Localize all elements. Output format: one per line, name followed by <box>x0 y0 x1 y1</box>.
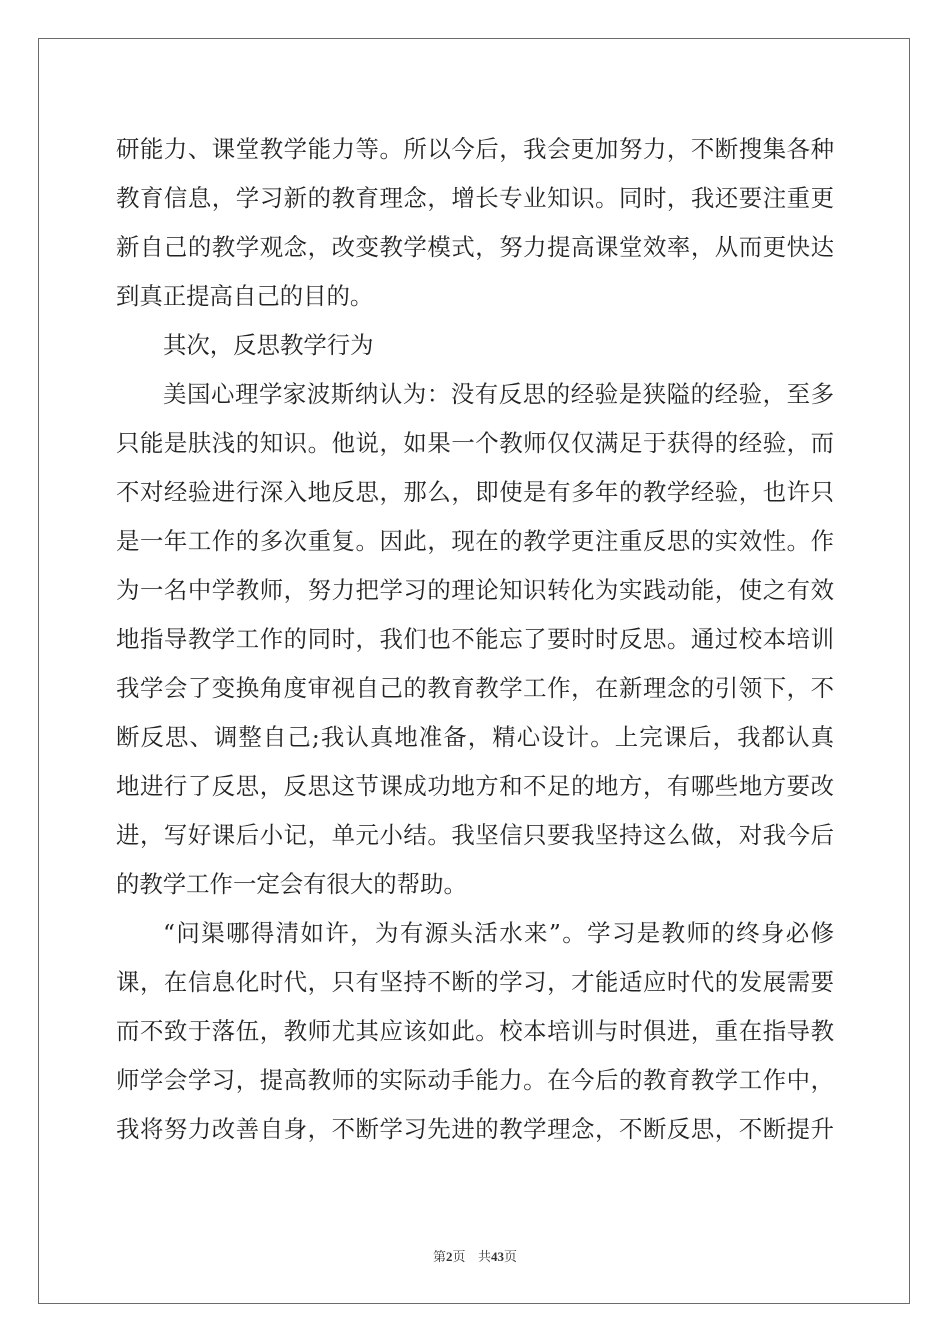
text-line: 到真正提高自己的目的。 <box>116 282 374 310</box>
text-line: 地进行了反思，反思这节课成功地方和不足的地方，有哪些地方要改 <box>116 772 834 800</box>
text-line: 新自己的教学观念，改变教学模式，努力提高课堂效率，从而更快达 <box>116 233 834 261</box>
text-line: 只能是肤浅的知识。他说，如果一个教师仅仅满足于获得的经验，而 <box>116 429 834 457</box>
text-line: 为一名中学教师，努力把学习的理论知识转化为实践动能，使之有效 <box>116 576 834 604</box>
footer-page-number: 2 <box>446 1249 453 1264</box>
text-line: 教育信息，学习新的教育理念，增长专业知识。同时，我还要注重更 <box>116 184 834 212</box>
text-line: 师学会学习，提高教师的实际动手能力。在今后的教育教学工作中， <box>116 1066 834 1094</box>
text-line: “问渠哪得清如许，为有源头活水来”。学习是教师的终身必修 <box>163 919 834 947</box>
text-line: 地指导教学工作的同时，我们也不能忘了要时时反思。通过校本培训 <box>116 625 834 653</box>
footer-page-unit: 页 <box>452 1250 466 1265</box>
text-line: 研能力、课堂教学能力等。所以今后，我会更加努力，不断搜集各种 <box>116 135 834 163</box>
text-line: 课，在信息化时代，只有坚持不断的学习，才能适应时代的发展需要 <box>116 968 834 996</box>
text-line: 不对经验进行深入地反思，那么，即使是有多年的教学经验，也许只 <box>116 478 834 506</box>
page-footer <box>0 1246 950 1265</box>
text-line: 美国心理学家波斯纳认为：没有反思的经验是狭隘的经验，至多 <box>163 380 834 408</box>
footer-total-unit: 页 <box>503 1250 517 1265</box>
document-body <box>116 125 834 1154</box>
text-line: 是一年工作的多次重复。因此，现在的教学更注重反思的实效性。作 <box>116 527 834 555</box>
text-line: 我将努力改善自身，不断学习先进的教学理念，不断反思，不断提升 <box>116 1115 834 1143</box>
text-line: 的教学工作一定会有很大的帮助。 <box>116 870 467 898</box>
text-line: 其次，反思教学行为 <box>163 331 374 359</box>
text-line: 我学会了变换角度审视自己的教育教学工作，在新理念的引领下，不 <box>116 674 834 702</box>
text-line: 断反思、调整自己;我认真地准备，精心设计。上完课后，我都认真 <box>116 723 834 751</box>
footer-total-prefix: 共 <box>477 1250 491 1265</box>
footer-total-pages: 43 <box>490 1249 504 1264</box>
text-line: 而不致于落伍，教师尤其应该如此。校本培训与时俱进，重在指导教 <box>116 1017 834 1045</box>
text-line: 进，写好课后小记，单元小结。我坚信只要我坚持这么做，对我今后 <box>116 821 834 849</box>
footer-page-prefix: 第 <box>433 1250 447 1265</box>
